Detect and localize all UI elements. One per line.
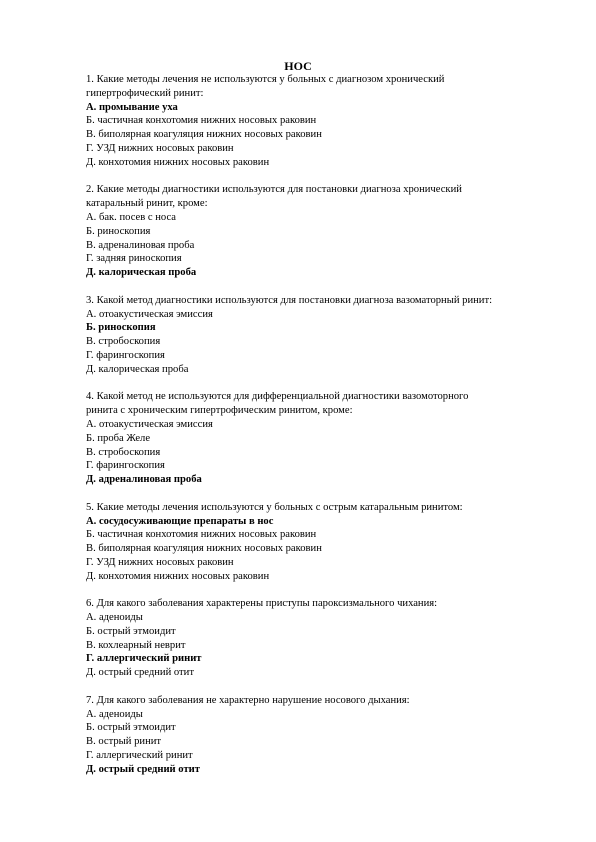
question-block: [86, 183, 556, 280]
answer-option: А. отоакустическая эмиссия: [86, 308, 213, 320]
answer-option-correct: А. сосудосуживающие препараты в нос: [86, 515, 274, 527]
question-text: 1. Какие методы лечения не используются у больных с диагнозом хронический: [86, 74, 445, 85]
answer-option-correct: А. промывание уха: [86, 101, 178, 113]
answer-option: А. аденоиды: [86, 708, 143, 720]
answer-option: Д. конхотомия нижних носовых раковин: [86, 156, 270, 168]
answer-option: В. биполярная коагуляция нижних носовых раковин: [86, 543, 322, 555]
question-text: 4. Какой метод не используются для дифференциальной диагностики вазомоторного: [86, 391, 469, 403]
answer-option: Г. УЗД нижних носовых раковин: [86, 142, 234, 154]
answer-option-correct: Д. калорическая проба: [86, 267, 197, 279]
answer-option: Б. риноскопия: [86, 225, 151, 237]
answer-option: А. бак. посев с носа: [86, 211, 177, 223]
answer-option: Б. частичная конхотомия нижних носовых раковин: [86, 115, 317, 127]
question-text: 6. Для какого заболевания характерены приступы пароксизмального чихания:: [86, 598, 438, 610]
answer-option: В. острый ринит: [86, 736, 162, 748]
answer-option: Б. частичная конхотомия нижних носовых раковин: [86, 529, 317, 541]
answer-option: А. аденоиды: [86, 612, 143, 624]
question-text: 5. Какие методы лечения используются у больных с острым катаральным ринитом:: [86, 501, 463, 513]
answer-option: Д. конхотомия нижних носовых раковин: [86, 570, 270, 582]
answer-option: В. стробоскопия: [86, 446, 161, 458]
answer-option: Г. фарингоскопия: [86, 460, 165, 472]
question-block: [86, 294, 556, 377]
answer-option: Б. острый этмоидит: [86, 625, 176, 637]
answer-option: Г. УЗД нижних носовых раковин: [86, 556, 234, 568]
question-text: 3. Какой метод диагностики используются для постановки диагноза вазоматорный ринит:: [86, 294, 493, 306]
question-text: гипертрофический ринит:: [86, 87, 204, 99]
answer-option: В. стробоскопия: [86, 336, 161, 348]
question-block: [86, 694, 556, 777]
answer-option-correct: Д. острый средний отит: [86, 763, 200, 775]
answer-option: Б. острый этмоидит: [86, 722, 176, 734]
answer-option: В. адреналиновая проба: [86, 239, 195, 251]
question-text: 2. Какие методы диагностики используются для постановки диагноза хронический: [86, 184, 462, 196]
answer-option: Г. фарингоскопия: [86, 349, 165, 361]
answer-option: В. биполярная коагуляция нижних носовых раковин: [86, 129, 322, 141]
answer-option: Г. аллергический ринит: [86, 750, 193, 762]
question-list: [86, 73, 556, 790]
answer-option: Д. острый средний отит: [86, 667, 194, 679]
answer-option: А. отоакустическая эмиссия: [86, 418, 213, 430]
answer-option: Б. проба Желе: [86, 432, 151, 444]
answer-option: Г. задняя риноскопия: [86, 253, 182, 265]
answer-option-correct: Г. аллергический ринит: [86, 653, 202, 665]
question-block: [86, 73, 556, 170]
question-block: [86, 501, 556, 584]
question-block: [86, 597, 556, 680]
answer-option-correct: Б. риноскопия: [86, 322, 156, 334]
question-text: катаральный ринит, кроме:: [86, 198, 208, 210]
question-text: ринита с хроническим гипертрофическим ринитом, кроме:: [86, 405, 353, 417]
answer-option: Д. калорическая проба: [86, 363, 189, 375]
answer-option-correct: Д. адреналиновая проба: [86, 474, 202, 486]
page-title: НОС: [284, 59, 312, 73]
answer-option: В. кохлеарный неврит: [86, 639, 186, 651]
question-text: 7. Для какого заболевания не характерно нарушение носового дыхания:: [86, 694, 410, 706]
question-block: [86, 390, 556, 487]
